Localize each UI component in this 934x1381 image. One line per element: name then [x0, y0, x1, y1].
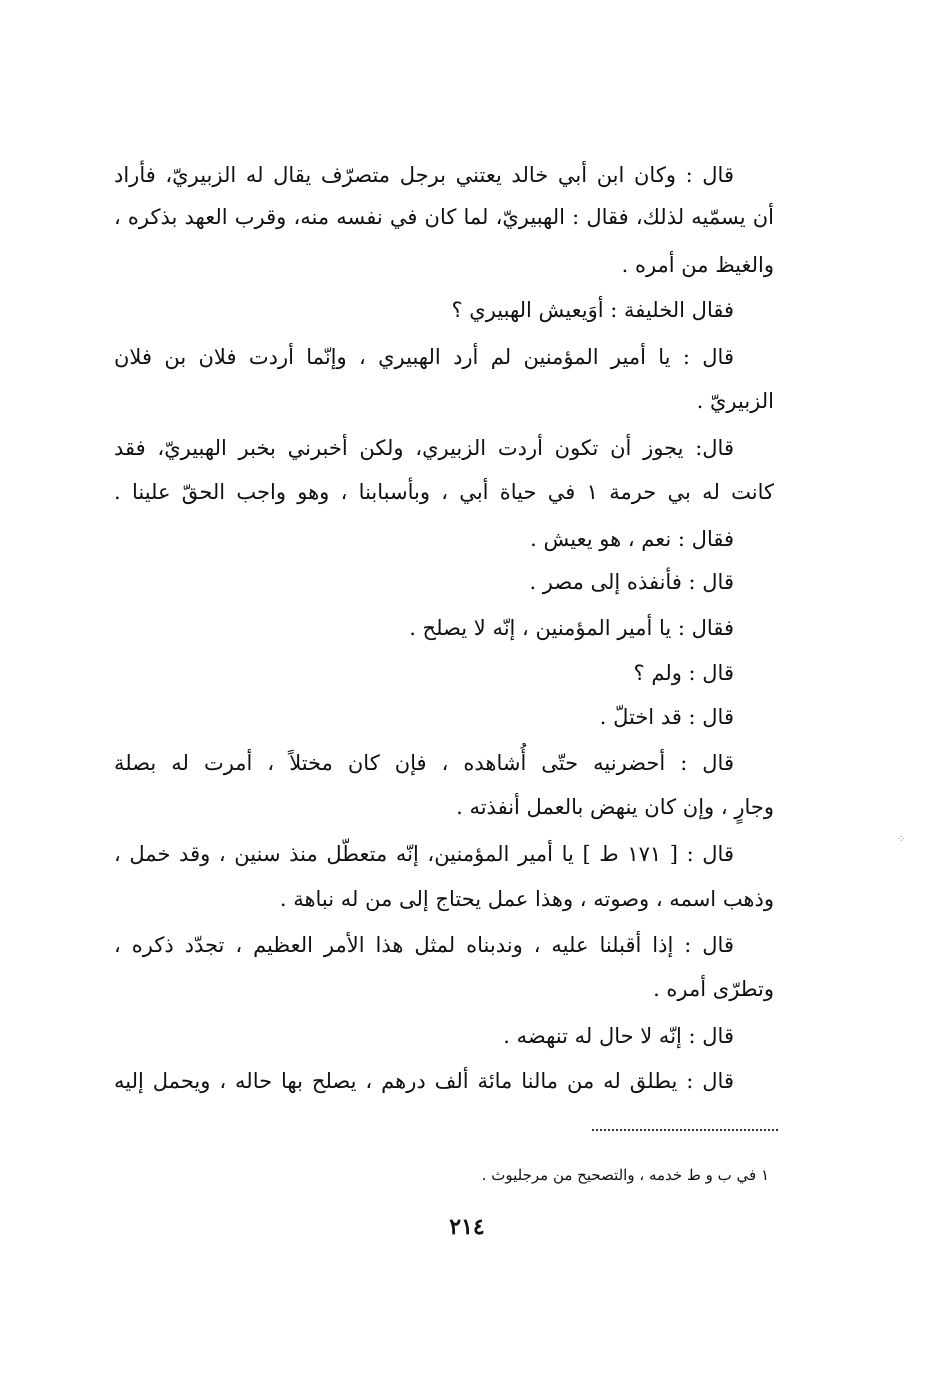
text-line-12: قال : ولم ؟ [633, 661, 734, 685]
text-line-2: أن يسمّيه لذلك، فقال : الهبيريّ، لما كان في نفسه منه، وقرب العهد بذكره ، [114, 205, 774, 229]
text-line-4: فقال الخليفة : أوَيعيش الهبيري ؟ [451, 298, 734, 322]
text-line-20: قال : إنّه لا حال له تنهضه . [503, 1024, 734, 1048]
text-line-3: والغيظ من أمره . [621, 253, 774, 277]
text-line-1: قال : وكان ابن أبي خالد يعتني برجل متصرّف يقال له الزبيريّ، فأراد [114, 163, 734, 187]
text-line-16: قال : [ ١٧١ ط ] يا أمير المؤمنين، إنّه متعطّل منذ سنين ، وقد خمل ، [114, 842, 734, 866]
text-line-17: وذهب اسمه ، وصوته ، وهذا عمل يحتاج إلى من له نباهة . [279, 887, 774, 911]
text-line-8: كانت له بي حرمة ١ في حياة أبي ، وبأسبابنا ، وهو واجب الحقّ علينا . [114, 480, 774, 504]
footnote-separator [592, 1129, 778, 1131]
text-line-15: وجارٍ ، وإن كان ينهض بالعمل أنفذته . [456, 795, 774, 819]
text-line-9: فقال : نعم ، هو يعيش . [530, 527, 734, 551]
scan-speck: ⁘ [897, 834, 906, 845]
footnote: ١ في ب و ط خدمه ، والتصحيح من مرجليوث . [481, 1166, 769, 1184]
text-line-6: الزبيريّ . [696, 389, 774, 413]
text-line-7: قال: يجوز أن تكون أردت الزبيري، ولكن أخبرني بخبر الهبيريّ، فقد [114, 436, 734, 460]
text-line-21: قال : يطلق له من مالنا مائة ألف درهم ، يصلح بها حاله ، ويحمل إليه [114, 1069, 734, 1093]
text-line-14: قال : أحضرنيه حتّى أُشاهده ، فإن كان مختلاً ، أمرت له بصلة [114, 751, 734, 775]
text-line-19: وتطرّى أمره . [653, 977, 774, 1001]
text-line-18: قال : إذا أقبلنا عليه ، وندبناه لمثل هذا الأمر العظيم ، تجدّد ذكره ، [114, 933, 734, 957]
text-line-5: قال : يا أمير المؤمنين لم أرد الهبيري ، وإنّما أردت فلان بن فلان [114, 345, 734, 369]
text-line-11: فقال : يا أمير المؤمنين ، إنّه لا يصلح . [409, 616, 734, 640]
text-line-13: قال : قد اختلّ . [599, 705, 734, 729]
text-line-10: قال : فأنفذه إلى مصر . [529, 570, 734, 594]
page-number: ٢١٤ [449, 1214, 485, 1240]
